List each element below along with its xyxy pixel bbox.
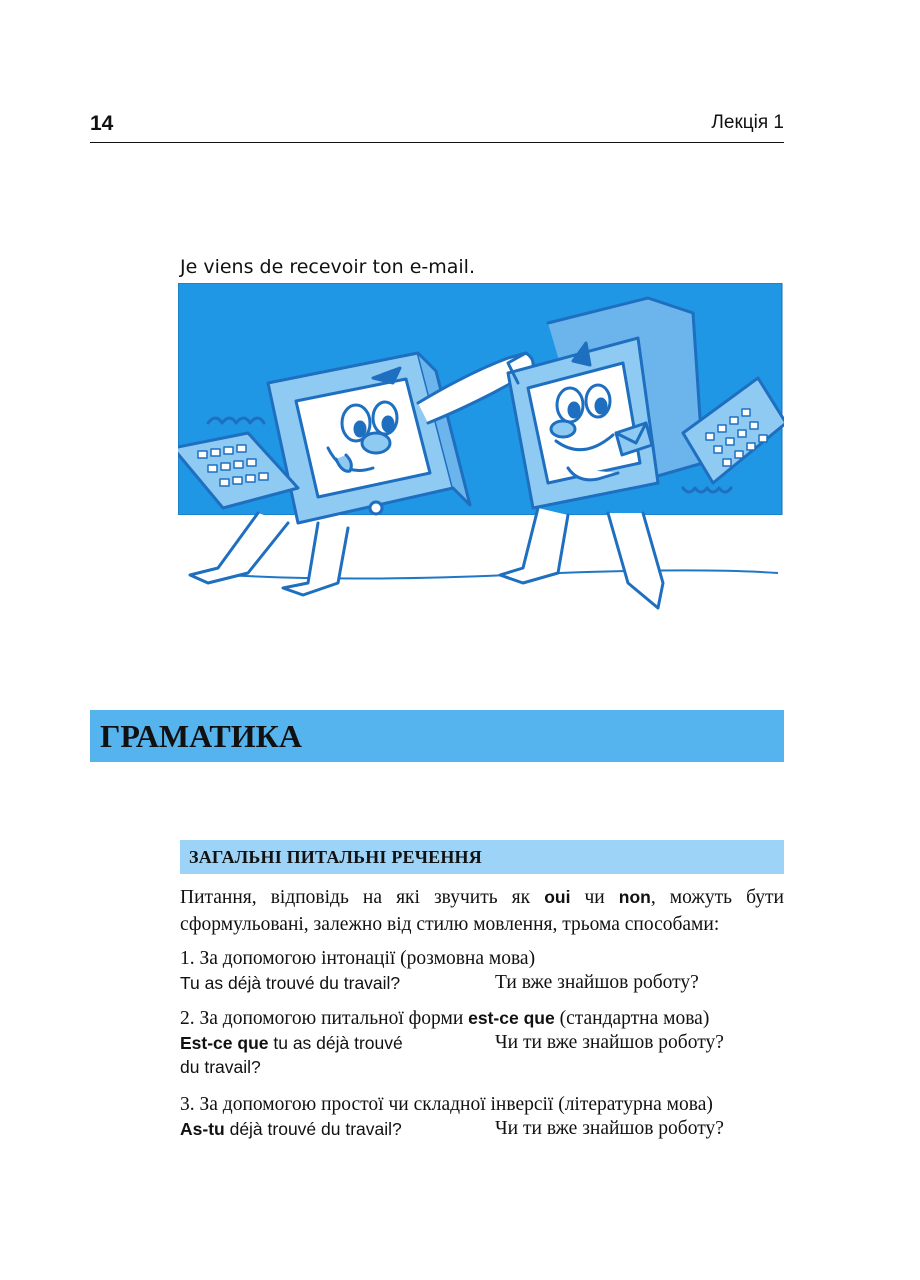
- word-oui: oui: [544, 887, 571, 907]
- page-number: 14: [90, 112, 114, 135]
- method-title: 3. За допомогою простої чи складної інверсії (літературна мова): [180, 1094, 713, 1115]
- example-ukrainian: Чи ти вже знайшов роботу?: [495, 1118, 724, 1139]
- example-row: [180, 1031, 784, 1081]
- method-inversion: [180, 1092, 784, 1143]
- french-keyword: Est-ce que: [180, 1033, 269, 1053]
- example-ukrainian: Ти вже знайшов роботу?: [495, 972, 699, 993]
- intro-text: Питання, відповідь на які звучить як: [180, 887, 545, 908]
- subsection-title: ЗАГАЛЬНІ ПИТАЛЬНІ РЕЧЕННЯ: [189, 847, 482, 867]
- cartoon-computers-illustration: [178, 283, 784, 613]
- method-title-text: (стандартна мова): [554, 1008, 710, 1029]
- keyword-est-ce-que: est-ce que: [468, 1008, 555, 1028]
- french-sentence: Tu as déjà trouvé du travail?: [180, 973, 401, 993]
- intro-text: чи: [570, 887, 619, 908]
- example-row: [180, 1117, 784, 1143]
- intro-paragraph: [180, 884, 784, 938]
- french-line: [180, 1031, 480, 1055]
- example-ukrainian: Чи ти вже знайшов роботу?: [495, 1032, 724, 1053]
- example-french: [180, 971, 480, 995]
- method-title-text: 2. За допомогою питальної форми: [180, 1008, 469, 1029]
- french-line: [180, 1117, 480, 1141]
- example-french: [180, 1031, 480, 1079]
- example-french: [180, 1117, 480, 1141]
- french-sentence: déjà trouvé du travail?: [224, 1119, 402, 1139]
- french-sentence: tu as déjà trouvé: [268, 1033, 403, 1053]
- french-line: du travail?: [180, 1057, 261, 1077]
- subsection-band: [180, 840, 784, 874]
- french-keyword: As-tu: [180, 1119, 225, 1139]
- illustration-caption: Je viens de recevoir ton e-mail.: [180, 256, 475, 278]
- example-row: [180, 971, 784, 997]
- method-title: 1. За допомогою інтонації (розмовна мова): [180, 948, 536, 969]
- section-band: [90, 710, 784, 762]
- running-head: Лекція 1: [711, 112, 784, 133]
- intro-text: , можуть бути сформульовані, залежно від стилю мовлення, трьома способами:: [180, 887, 784, 935]
- page-header: [90, 112, 784, 143]
- method-est-ce-que: [180, 1006, 784, 1081]
- method-intonation: [180, 946, 784, 997]
- section-title: ГРАМАТИКА: [100, 718, 302, 754]
- word-non: non: [618, 887, 651, 907]
- method-title: [180, 1006, 784, 1031]
